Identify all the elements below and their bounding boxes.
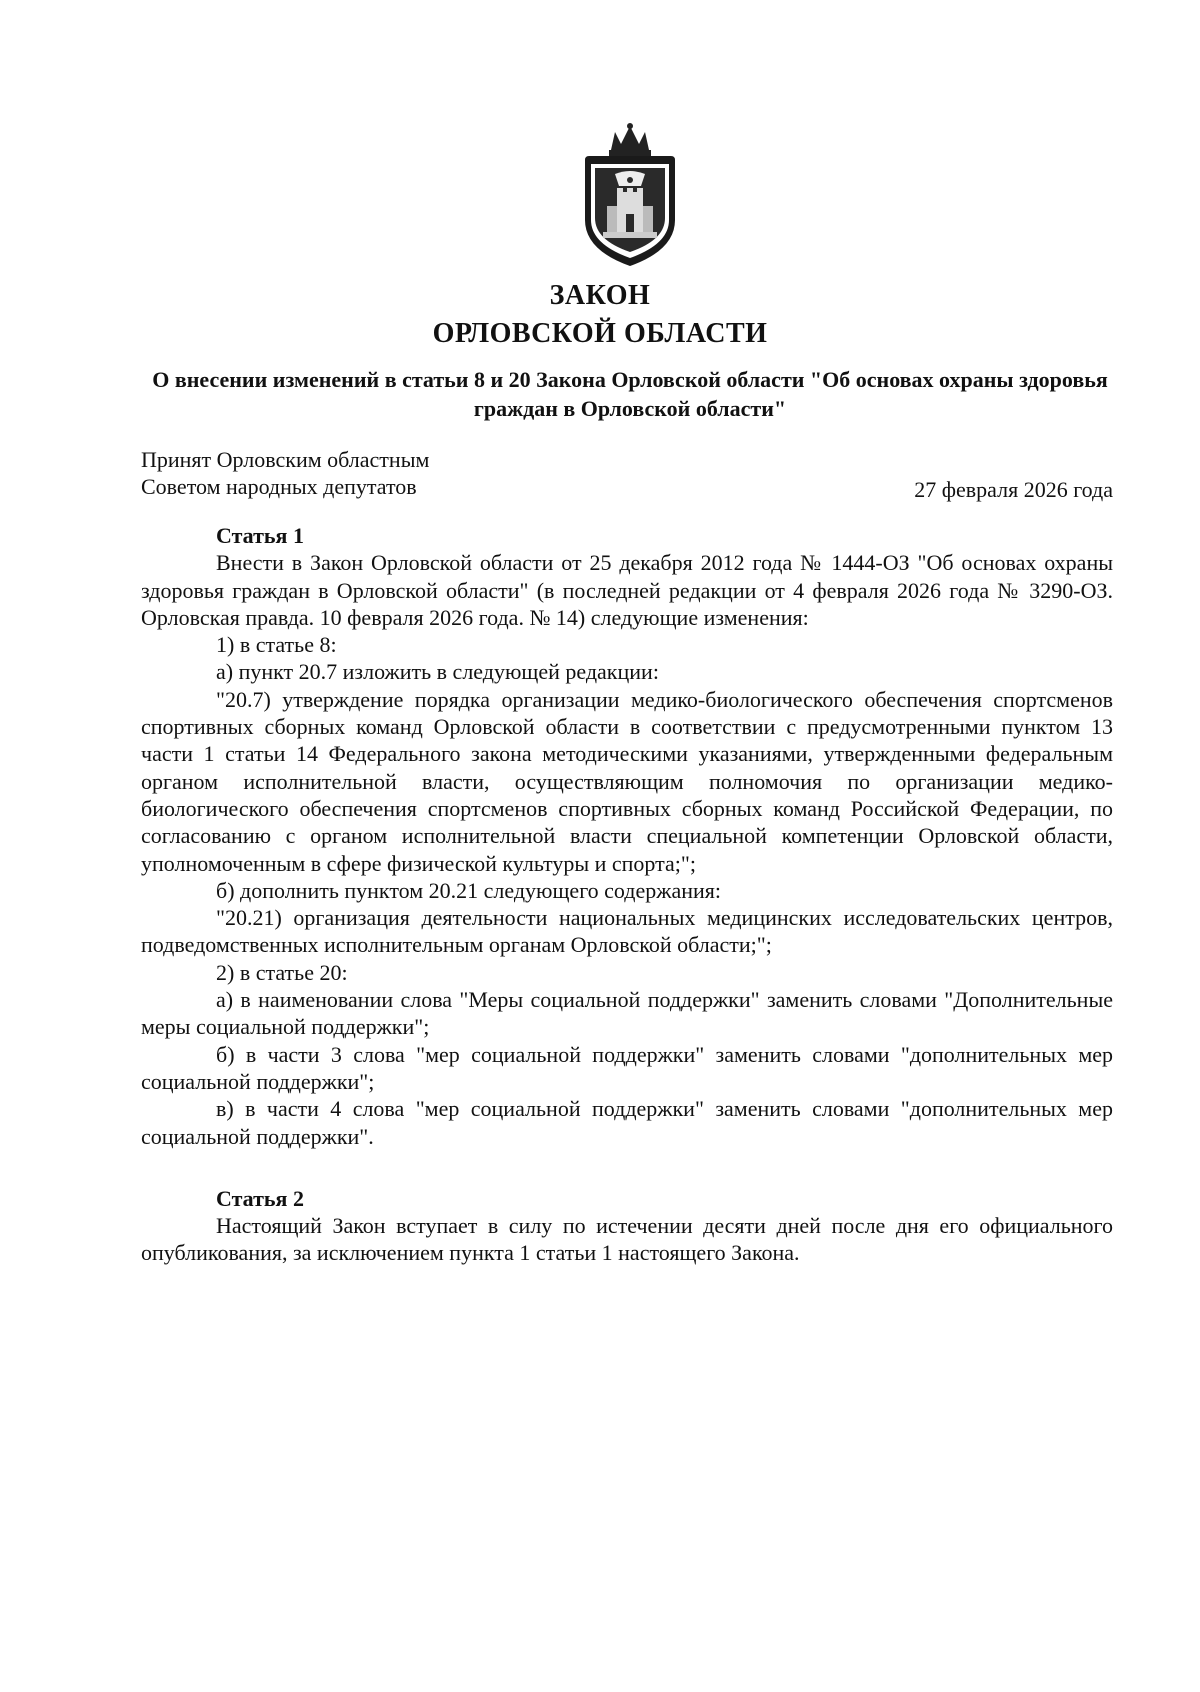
title-line-2: ОРЛОВСКОЙ ОБЛАСТИ [432,318,768,349]
article-1-paragraph: а) в наименовании слова "Меры социальной поддержки" заменить словами "Дополнительные меры социальной поддержки"; [141,987,1113,1040]
section-gap [141,1150,1113,1185]
article-1-paragraph: а) пункт 20.7 изложить в следующей редакции: [216,659,659,685]
article-1-paragraph: "20.21) организация деятельности национальных медицинских исследовательских центров, подведомственных исполнительным органам Орловской области;"; [141,905,1113,958]
article-1-paragraph: "20.7) утверждение порядка организации медико-биологического обеспечения спортсменов спортивных сборных команд Орловской области в соответствии с предусмотренными пунктом 13 части 1 статьи 14 Федерального закона методическими указаниями, утвержденными федеральным органом исполнительной власти, осуществляющим полномочия по организации медико-биологического обеспечения спортсменов спортивных сборных команд Российской Федерации, по согласованию с органом исполнительной власти специальной компетенции Орловской области, уполномоченным в сфере физической культуры и спорта;"; [141,686,1113,876]
coat-of-arms-icon [571,120,689,270]
adoption-line-2: Советом народных депутатов [141,474,417,499]
adoption-line-1: Принят Орловским областным [141,447,430,472]
document-title [0,277,1200,353]
article-1-paragraph: в) в части 4 слова "мер социальной поддержки" заменить словами "дополнительных мер социальной поддержки". [141,1096,1113,1149]
article-1-paragraph: 2) в статье 20: [216,959,348,985]
title-line-1: ЗАКОН [549,280,651,311]
article-1-paragraph: Внести в Закон Орловской области от 25 декабря 2012 года № 1444-ОЗ "Об основах охраны здоровья граждан в Орловской области" (в последней редакции от 4 февраля 2026 года № 3290-ОЗ. Орловская правда. 10 февраля 2026 года. № 14) следующие изменения: [141,550,1113,630]
article-1-paragraph: 1) в статье 8: [216,632,337,658]
law-subject: О внесении изменений в статьи 8 и 20 Закона Орловской области "Об основах охраны здоровья граждан в Орловской области" [152,367,1108,421]
article-2-paragraph: Настоящий Закон вступает в силу по истечении десяти дней после дня его официального опубликования, за исключением пункта 1 статьи 1 настоящего Закона. [141,1213,1113,1266]
document-body [141,522,1113,1267]
article-2-heading: Статья 2 [216,1185,304,1211]
article-1-paragraph: б) дополнить пунктом 20.21 следующего содержания: [216,877,722,903]
adoption-note [141,446,429,500]
adoption-date: 27 февраля 2026 года [914,477,1113,502]
article-1-paragraph: б) в части 3 слова "мер социальной поддержки" заменить словами "дополнительных мер социальной поддержки"; [141,1041,1113,1094]
article-1-heading: Статья 1 [216,523,304,548]
